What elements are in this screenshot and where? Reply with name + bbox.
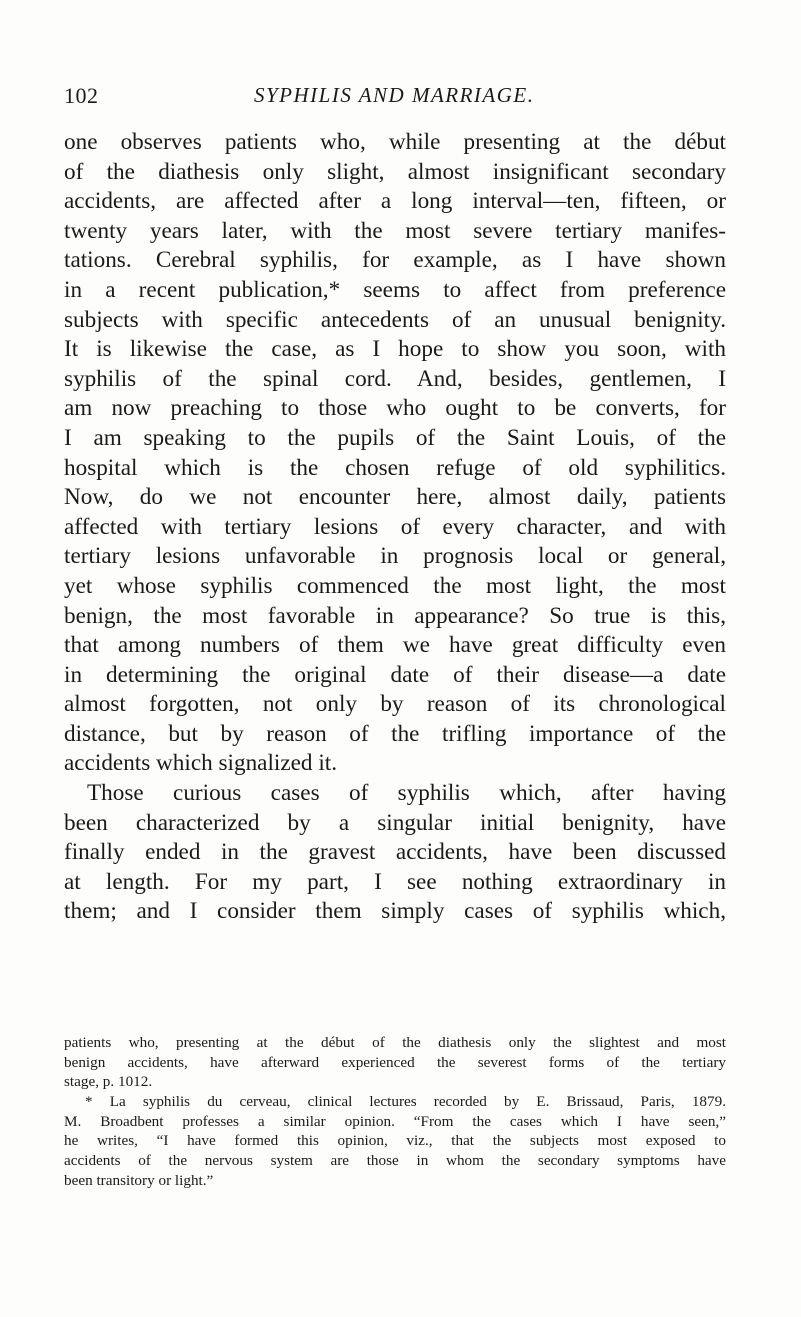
text-line: hospital which is the chosen refuge of old syphilitics. [64, 454, 726, 481]
footnote-line: been transitory or light.” [64, 1171, 214, 1189]
text-line: in a recent publication,* seems to affect from preference [64, 276, 726, 303]
text-line: Now, do we not encounter here, almost daily, patients [64, 484, 726, 511]
footnote-line: patients who, presenting at the début of the diathesis only the slightest and most [64, 1034, 726, 1051]
text-line: tertiary lesions unfavorable in prognosis local or general, [64, 543, 726, 570]
text-line: that among numbers of them we have great difficulty even [64, 632, 726, 659]
text-line: affected with tertiary lesions of every character, and with [64, 513, 726, 540]
text-line: accidents which signalized it. [64, 750, 338, 777]
body-text [64, 128, 726, 927]
text-line: subjects with specific antecedents of an unusual benignity. [64, 306, 726, 333]
text-line: been characterized by a singular initial benignity, have [64, 809, 726, 836]
text-line: finally ended in the gravest accidents, have been discussed [64, 839, 726, 866]
text-line: in determining the original date of their disease—a date [64, 661, 726, 688]
text-line: tations. Cerebral syphilis, for example, as I have shown [64, 247, 726, 274]
footnote-line: stage, p. 1012. [64, 1073, 153, 1091]
footnotes [64, 1033, 726, 1191]
text-line: syphilis of the spinal cord. And, besides, gentlemen, I [64, 365, 726, 392]
text-line: of the diathesis only slight, almost insignificant secondary [64, 158, 726, 185]
paragraph-start-line: Those curious cases of syphilis which, after having [87, 780, 726, 807]
footnote-line: benign accidents, have afterward experienced the severest forms of the tertiary [64, 1053, 726, 1071]
running-head: SYPHILIS AND MARRIAGE. [254, 83, 535, 107]
text-line: distance, but by reason of the trifling importance of the [64, 720, 726, 747]
text-line: accidents, are affected after a long interval—ten, fifteen, or [64, 188, 726, 215]
footnote-line: M. Broadbent professes a similar opinion. “From the cases which I have seen,” [64, 1112, 726, 1130]
page-header [64, 83, 724, 113]
page-number: 102 [64, 83, 99, 108]
text-line: I am speaking to the pupils of the Saint Louis, of the [64, 424, 726, 451]
text-line: It is likewise the case, as I hope to show you soon, with [64, 336, 726, 363]
text-line: one observes patients who, while presenting at the début [64, 129, 726, 155]
text-line: them; and I consider them simply cases of syphilis which, [64, 898, 726, 925]
footnote-start-line: * La syphilis du cerveau, clinical lectures recorded by E. Brissaud, Paris, 1879. [85, 1093, 726, 1111]
text-line: at length. For my part, I see nothing extraordinary in [64, 868, 726, 895]
text-line: twenty years later, with the most severe tertiary manifes- [64, 217, 726, 244]
text-line: almost forgotten, not only by reason of its chronological [64, 691, 726, 718]
footnote-line: accidents of the nervous system are those in whom the secondary symptoms have [64, 1152, 726, 1170]
text-line: am now preaching to those who ought to be converts, for [64, 395, 726, 422]
text-line: yet whose syphilis commenced the most light, the most [64, 572, 726, 599]
text-line: benign, the most favorable in appearance? So true is this, [64, 602, 726, 629]
footnote-line: he writes, “I have formed this opinion, viz., that the subjects most exposed to [64, 1132, 726, 1150]
